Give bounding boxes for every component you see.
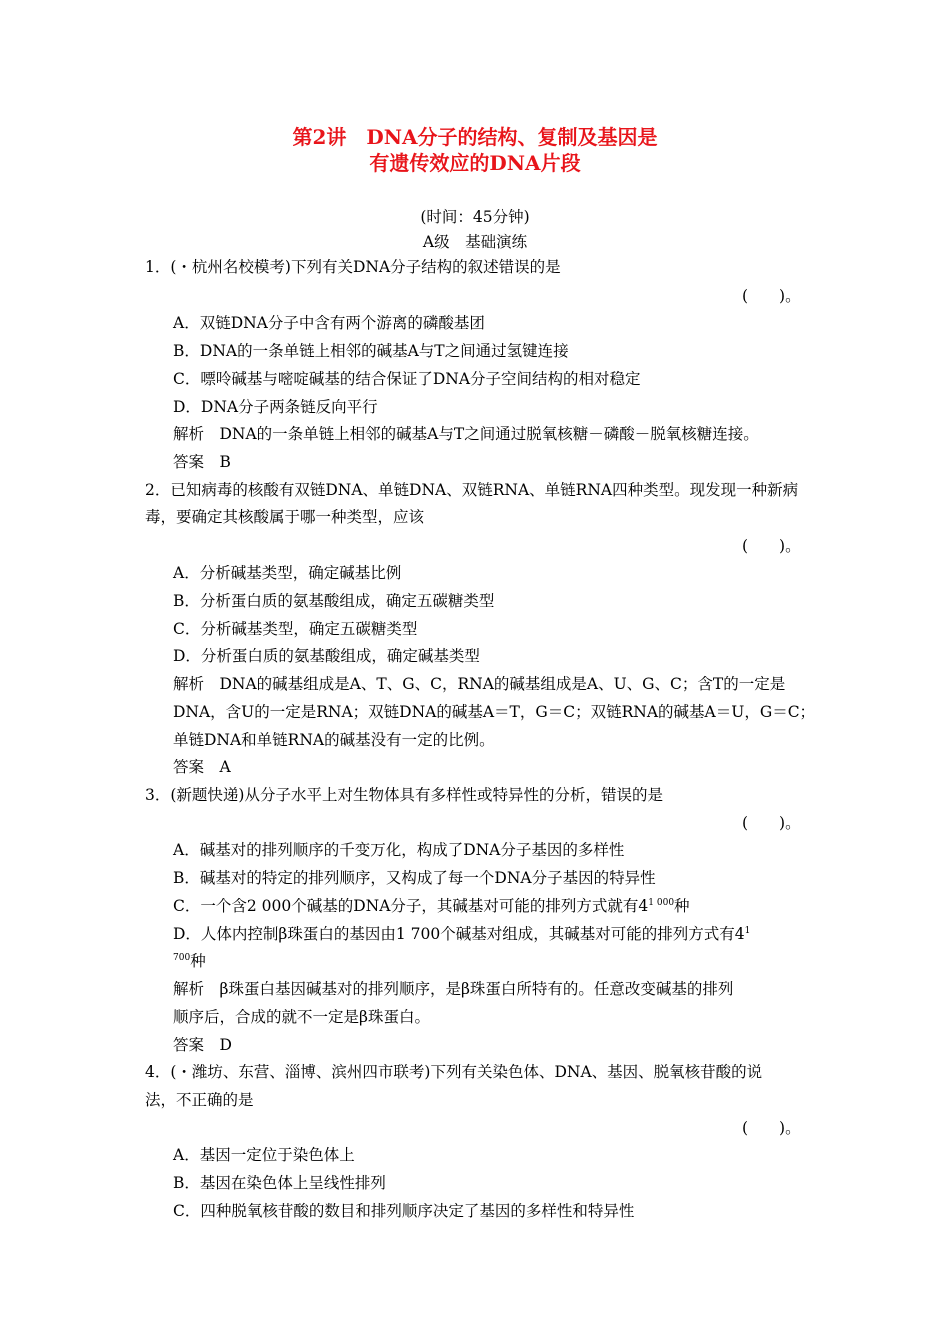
question-2-option-b: B．分析蛋白质的氨基酸组成，确定五碳糖类型 [173,592,495,610]
question-2-stem-line1: 2．已知病毒的核酸有双链DNA、单链DNA、双链RNA、单链RNA四种类型。现发现一种新病 [145,481,799,499]
page-title-line1: 第2讲 DNA分子的结构、复制及基因是 [292,125,658,149]
question-2-analysis-line2: DNA，含U的一定是RNA；双链DNA的碱基A＝T，G＝C；双链RNA的碱基A＝U，G＝C； [173,703,816,721]
question-1-stem: 1．(・杭州名校模考)下列有关DNA分子结构的叙述错误的是 [145,258,561,276]
time-limit: (时间：45分钟) [420,208,530,226]
question-3-option-d-exponent-part2: 700 [173,953,191,963]
question-4-stem-line2: 法，不正确的是 [145,1091,254,1109]
question-3-analysis-line2: 顺序后，合成的就不一定是β珠蛋白。 [173,1008,430,1026]
question-2-analysis-line3: 单链DNA和单链RNA的碱基没有一定的比例。 [173,731,495,749]
question-1-option-d: D．DNA分子两条链反向平行 [173,398,378,416]
question-3-answer: 答案 D [173,1036,232,1054]
question-3-option-d-continued [173,951,206,971]
question-3-option-c-tail: 种 [674,897,690,915]
question-3-blank: ( )。 [742,814,801,832]
question-3-option-d [173,924,750,944]
question-4-stem-line1: 4．(・潍坊、东营、淄博、滨州四市联考)下列有关染色体、DNA、基因、脱氧核苷酸的说 [145,1063,763,1081]
question-1-option-c: C．嘌呤碱基与嘧啶碱基的结合保证了DNA分子空间结构的相对稳定 [173,370,641,388]
question-2-option-d: D．分析蛋白质的氨基酸组成，确定碱基类型 [173,647,480,665]
question-3-option-c [173,896,690,916]
question-2-blank: ( )。 [742,537,801,555]
question-1-answer: 答案 B [173,453,231,471]
question-1-option-b: B．DNA的一条单链上相邻的碱基A与T之间通过氢键连接 [173,342,569,360]
question-4-blank: ( )。 [742,1119,801,1137]
question-2-stem-line2: 毒，要确定其核酸属于哪一种类型，应该 [145,508,425,526]
question-3-option-b: B．碱基对的特定的排列顺序，又构成了每一个DNA分子基因的特异性 [173,869,656,887]
question-2-answer: 答案 A [173,758,231,776]
question-2-option-a: A．分析碱基类型，确定碱基比例 [173,564,402,582]
question-2-option-c: C．分析碱基类型，确定五碳糖类型 [173,620,418,638]
question-3-option-a: A．碱基对的排列顺序的千变万化，构成了DNA分子基因的多样性 [173,841,625,859]
question-3-option-c-text: C．一个含2 000个碱基的DNA分子，其碱基对可能的排列方式就有4 [173,897,649,915]
question-3-option-d-tail: 种 [190,952,206,970]
question-1-option-a: A．双链DNA分子中含有两个游离的磷酸基团 [173,314,485,332]
question-1-blank: ( )。 [742,287,801,305]
question-2-analysis-line1: 解析 DNA的碱基组成是A、T、G、C，RNA的碱基组成是A、U、G、C；含T的一定是 [173,675,786,693]
question-3-option-d-exponent-part1: 1 [744,926,751,936]
question-4-option-a: A．基因一定位于染色体上 [173,1146,355,1164]
question-4-option-c: C．四种脱氧核苷酸的数目和排列顺序决定了基因的多样性和特异性 [173,1202,635,1220]
question-3-option-d-text: D．人体内控制β珠蛋白的基因由1 700个碱基对组成，其碱基对可能的排列方式有4 [173,925,745,943]
question-4-option-b: B．基因在染色体上呈线性排列 [173,1174,386,1192]
question-1-analysis: 解析 DNA的一条单链上相邻的碱基A与T之间通过脱氧核糖－磷酸－脱氧核糖连接。 [173,425,759,443]
question-3-option-c-exponent: 1 000 [648,898,675,908]
question-3-stem: 3．(新题快递)从分子水平上对生物体具有多样性或特异性的分析，错误的是 [145,786,663,804]
level-heading: A级 基础演练 [422,233,528,251]
question-3-analysis-line1: 解析 β珠蛋白基因碱基对的排列顺序，是β珠蛋白所特有的。任意改变碱基的排列 [173,980,734,998]
page-title-line2: 有遗传效应的DNA片段 [369,151,581,175]
